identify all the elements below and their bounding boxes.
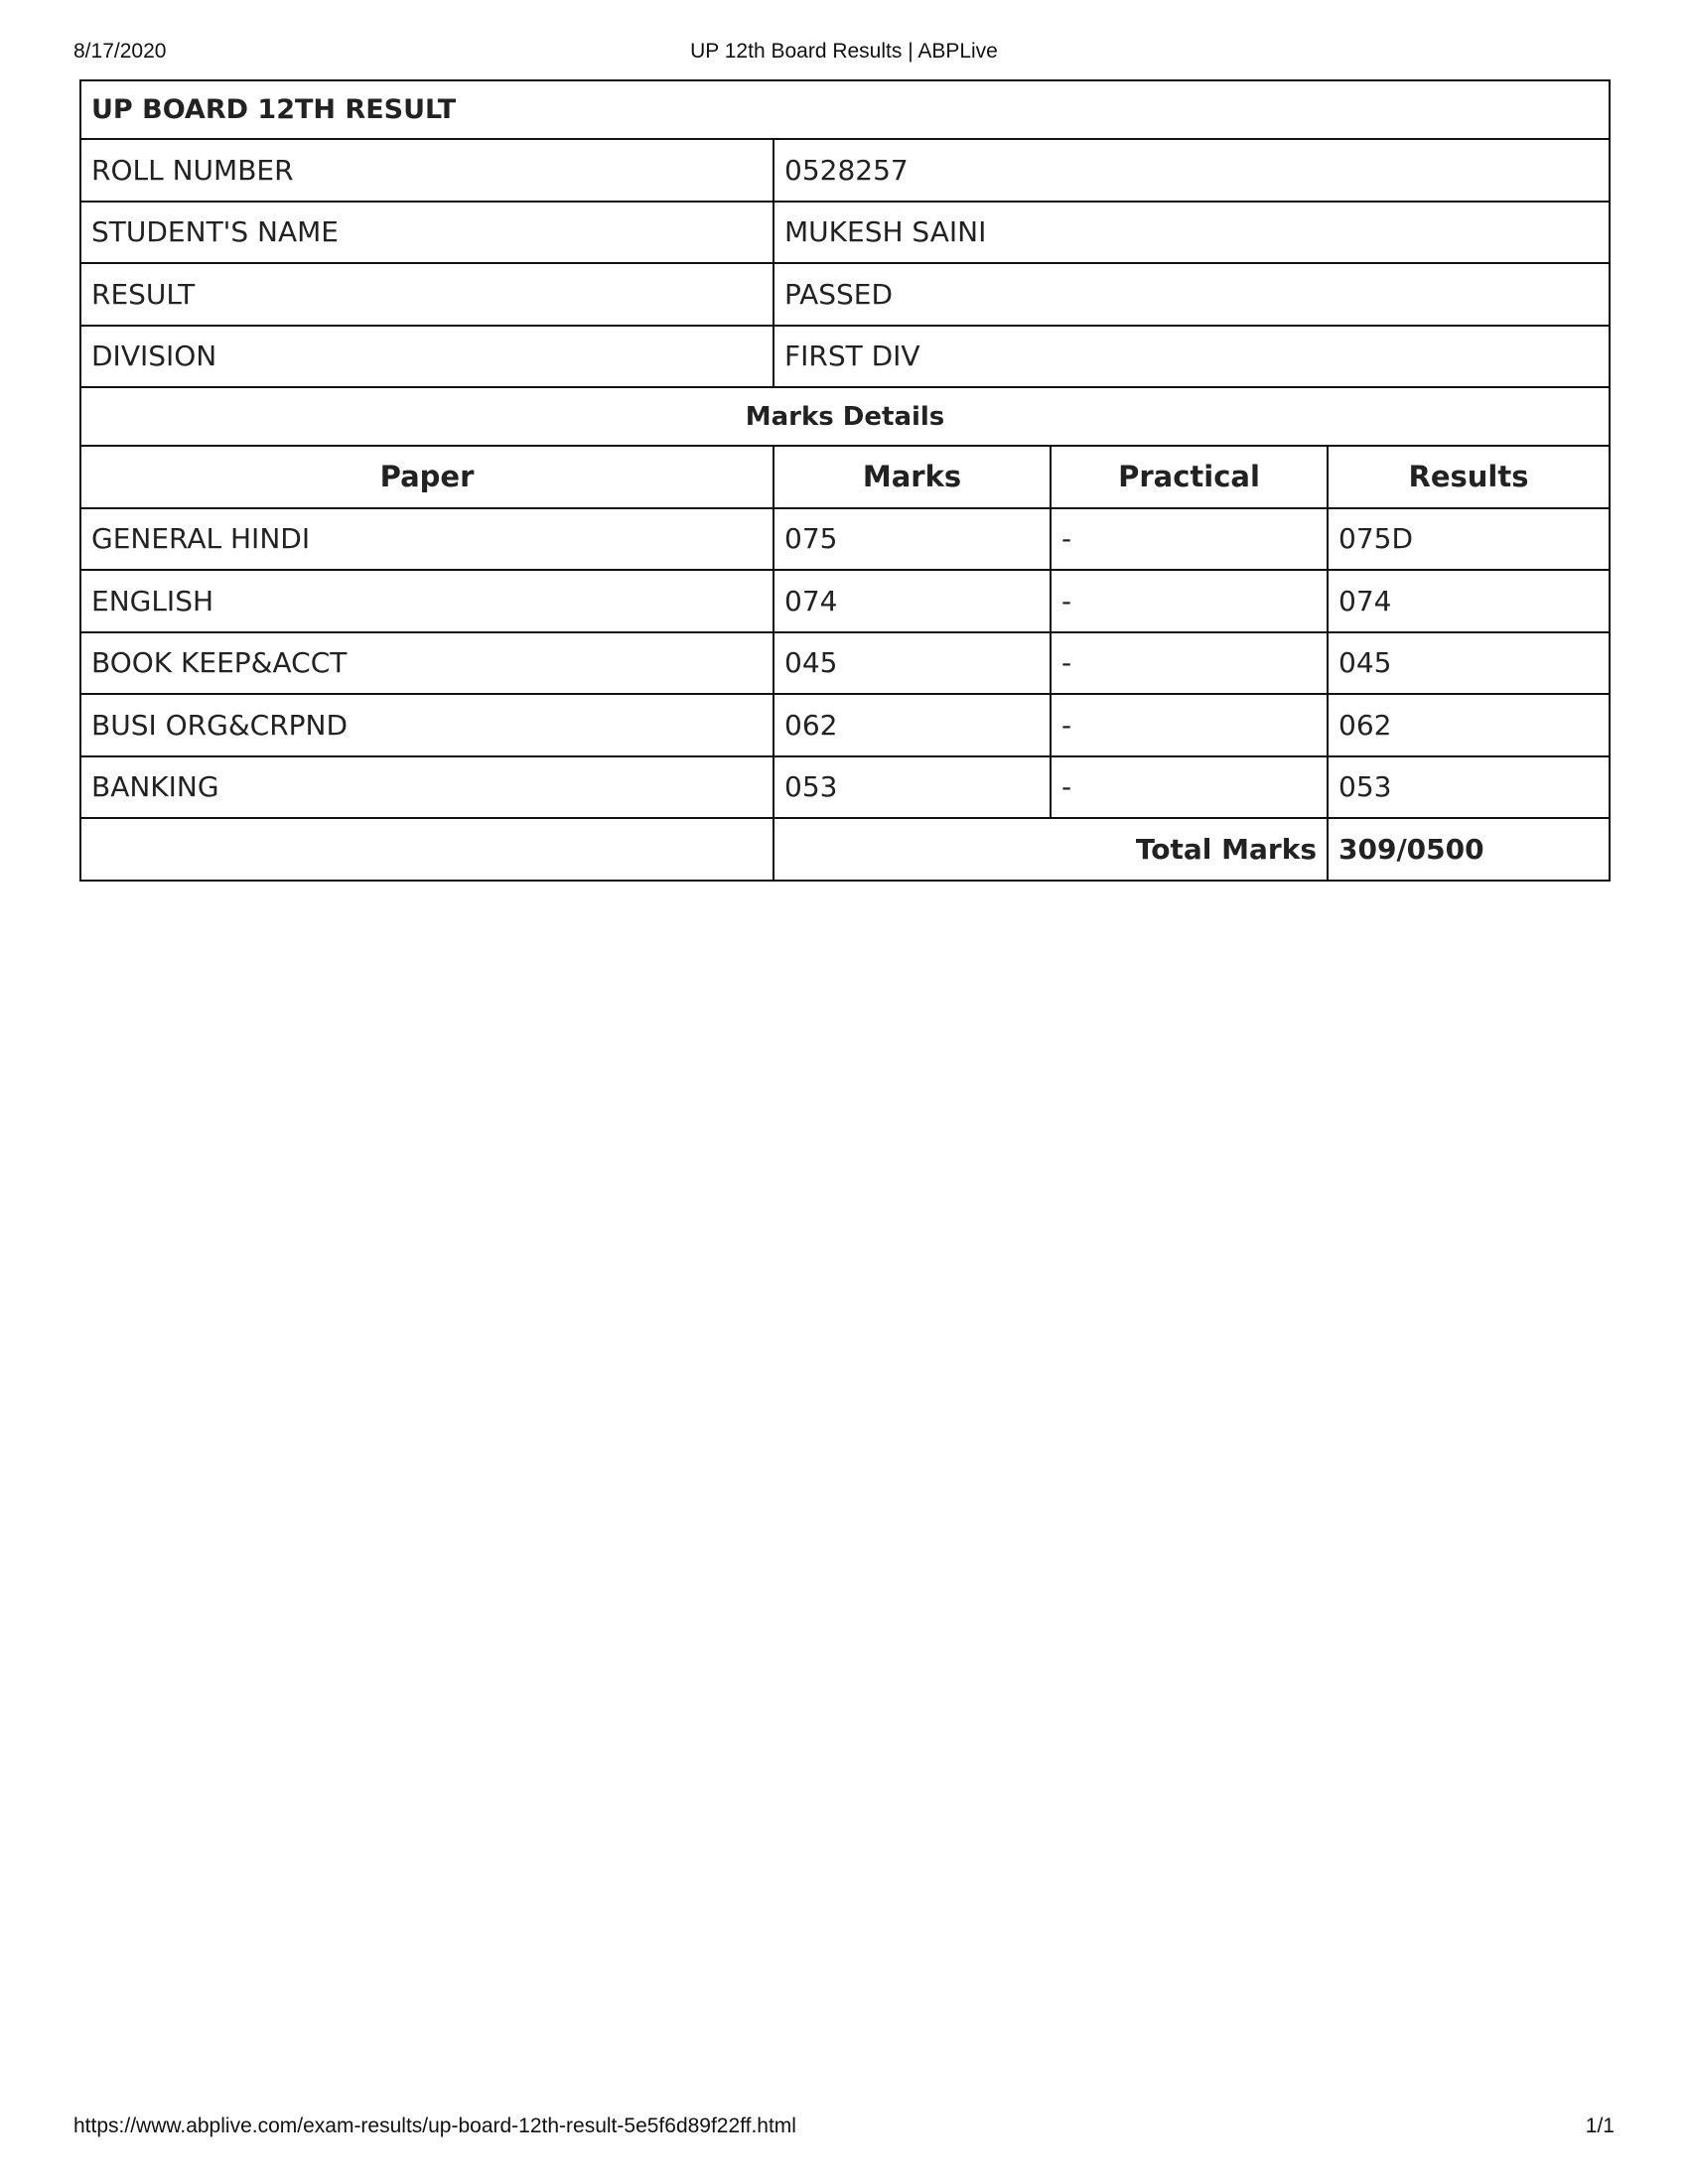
info-value: FIRST DIV xyxy=(774,326,1610,388)
subject-marks: 062 xyxy=(774,694,1051,756)
page-number: 1/1 xyxy=(1585,2115,1615,2137)
subject-practical: - xyxy=(1051,756,1328,819)
column-header-practical: Practical xyxy=(1051,446,1328,508)
subject-marks: 053 xyxy=(774,756,1051,819)
result-table xyxy=(79,79,1611,882)
print-date: 8/17/2020 xyxy=(73,40,167,63)
subject-result: 053 xyxy=(1328,756,1610,819)
subject-result: 074 xyxy=(1328,570,1610,632)
subject-paper: ENGLISH xyxy=(80,570,774,632)
marks-details-heading-row xyxy=(80,387,1610,446)
column-header-paper: Paper xyxy=(80,446,774,508)
subject-practical: - xyxy=(1051,508,1328,571)
subject-marks: 074 xyxy=(774,570,1051,632)
board-result-title: UP BOARD 12TH RESULT xyxy=(80,80,1610,139)
print-page-title: UP 12th Board Results | ABPLive xyxy=(690,40,998,63)
info-label: STUDENT'S NAME xyxy=(80,202,774,264)
marks-column-header-row xyxy=(80,446,1610,508)
info-value: 0528257 xyxy=(774,139,1610,202)
subject-row xyxy=(80,570,1610,632)
result-title-row xyxy=(80,80,1610,139)
print-footer xyxy=(73,2115,1615,2142)
subject-practical: - xyxy=(1051,632,1328,695)
subject-marks: 045 xyxy=(774,632,1051,695)
total-empty-cell xyxy=(80,818,774,881)
subject-practical: - xyxy=(1051,570,1328,632)
info-value: PASSED xyxy=(774,263,1610,326)
info-row-result xyxy=(80,263,1610,326)
info-row-student-name xyxy=(80,202,1610,264)
subject-row xyxy=(80,756,1610,819)
subject-paper: GENERAL HINDI xyxy=(80,508,774,571)
total-marks-value: 309/0500 xyxy=(1328,818,1610,881)
subject-row xyxy=(80,508,1610,571)
column-header-marks: Marks xyxy=(774,446,1051,508)
subject-paper: BOOK KEEP&ACCT xyxy=(80,632,774,695)
column-header-results: Results xyxy=(1328,446,1610,508)
info-value: MUKESH SAINI xyxy=(774,202,1610,264)
subject-practical: - xyxy=(1051,694,1328,756)
info-label: ROLL NUMBER xyxy=(80,139,774,202)
subject-result: 045 xyxy=(1328,632,1610,695)
subject-paper: BUSI ORG&CRPND xyxy=(80,694,774,756)
subject-row xyxy=(80,694,1610,756)
print-header xyxy=(73,40,1615,68)
info-label: RESULT xyxy=(80,263,774,326)
subject-result: 075D xyxy=(1328,508,1610,571)
info-row-division xyxy=(80,326,1610,388)
total-row xyxy=(80,818,1610,881)
subject-result: 062 xyxy=(1328,694,1610,756)
info-row-roll-number xyxy=(80,139,1610,202)
marks-details-heading: Marks Details xyxy=(80,387,1610,446)
info-label: DIVISION xyxy=(80,326,774,388)
total-marks-label: Total Marks xyxy=(774,818,1328,881)
subject-paper: BANKING xyxy=(80,756,774,819)
print-url: https://www.abplive.com/exam-results/up-board-12th-result-5e5f6d89f22ff.html xyxy=(73,2115,796,2137)
subject-row xyxy=(80,632,1610,695)
subject-marks: 075 xyxy=(774,508,1051,571)
